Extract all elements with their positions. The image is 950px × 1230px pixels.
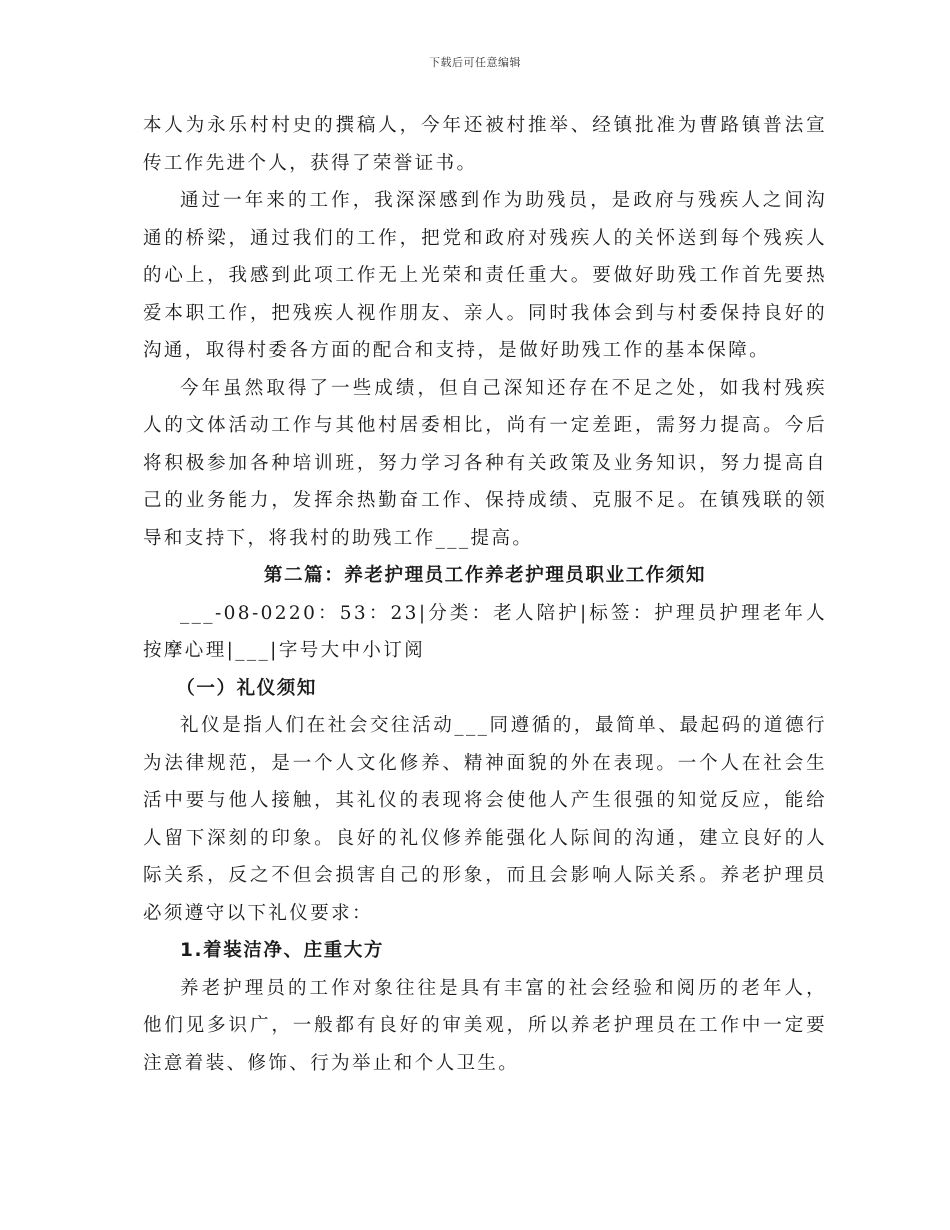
- section-title: 第二篇：养老护理员工作养老护理员职业工作须知: [263, 565, 707, 586]
- paragraph-2: 通过一年来的工作，我深深感到作为助残员，是政府与残疾人之间沟通的桥梁，通过我们的工作，把党和政府对残疾人的关怀送到每个残疾人的心上，我感到此项工作无上光荣和责任重大。要做好助残工作首先要热爱本职工作，把残疾人视作朋友、亲人。同时我体会到与村委保持良好的沟通，取得村委各方面的配合和支持，是做好助残工作的基本保障。: [143, 190, 827, 361]
- paragraph-3: 今年虽然取得了一些成绩，但自己深知还存在不足之处，如我村残疾人的文体活动工作与其他村居委相比，尚有一定差距，需努力提高。今后将积极参加各种培训班，努力学习各种有关政策及业务知识，努力提高自己的业务能力，发挥余热勤奋工作、保持成绩、克服不足。在镇残联的领导和支持下，将我村的助残工作___提高。: [143, 377, 827, 549]
- paragraph-etiquette: 礼仪是指人们在社会交往活动___同遵循的，最简单、最起码的道德行为法律规范，是一个人文化修养、精神面貌的外在表现。一个人在社会生活中要与他人接触，其礼仪的表现将会使他人产生很强的知觉反应，能给人留下深刻的印象。良好的礼仪修养能强化人际间的沟通，建立良好的人际关系，反之不但会损害自己的形象，而且会影响人际关系。养老护理员必须遵守以下礼仪要求：: [143, 715, 827, 924]
- paragraph-1: 本人为永乐村村史的撰稿人，今年还被村推举、经镇批准为曹路镇普法宣传工作先进个人，获得了荣誉证书。: [143, 115, 827, 174]
- page-header: 下载后可任意编辑: [429, 56, 521, 69]
- document-body: [143, 107, 827, 1082]
- subheading-dress: 1.着装洁净、庄重大方: [180, 940, 385, 961]
- section-meta: ___-08-0220：53：23|分类：老人陪护|标签：护理员护理老年人按摩心理|___|字号大中小订阅: [143, 602, 827, 661]
- paragraph-dress: 养老护理员的工作对象往往是具有丰富的社会经验和阅历的老年人，他们见多识广，一般都有良好的审美观，所以养老护理员在工作中一定要注意着装、修饰、行为举止和个人卫生。: [143, 977, 827, 1074]
- subheading-etiquette: （一）礼仪须知: [176, 677, 317, 699]
